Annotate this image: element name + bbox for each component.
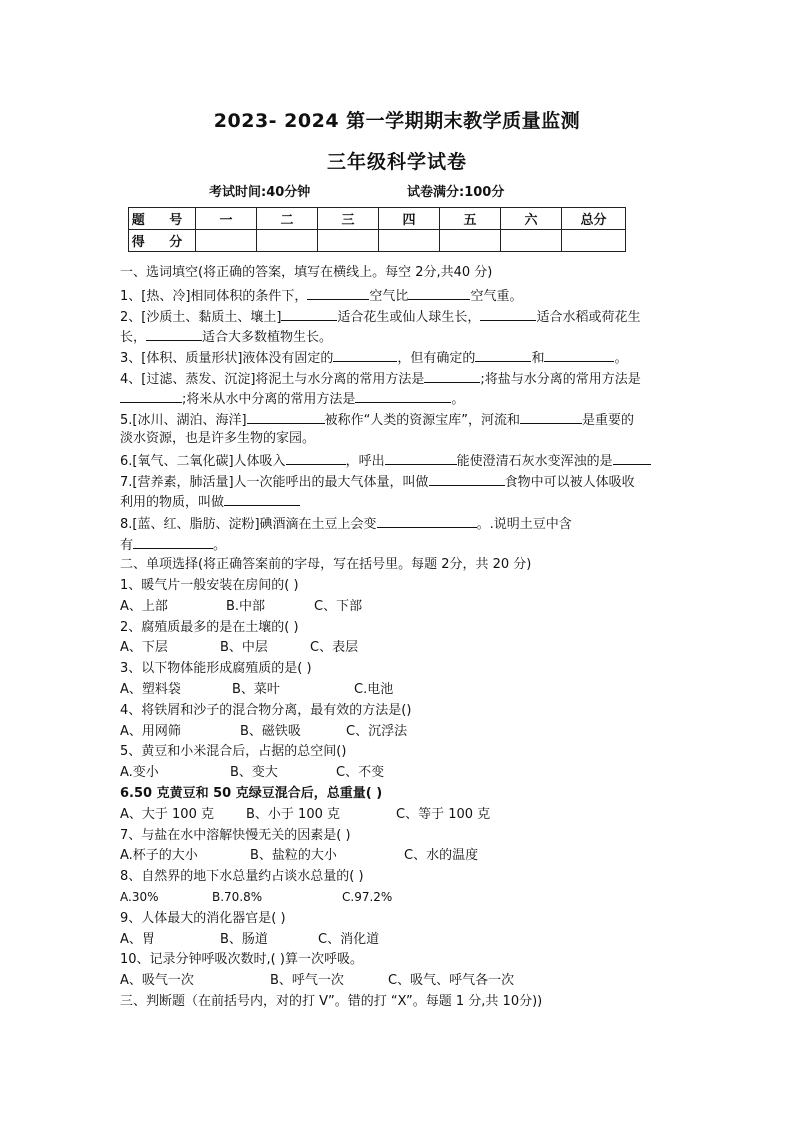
mc-option-b[interactable]: B、呼气一次 [270,973,344,988]
score-table-header-row [129,208,626,230]
mc-option-c[interactable]: C、沉浮法 [346,724,408,739]
mc-option-a[interactable]: A、塑料袋 [120,682,181,697]
q1-blank-2[interactable] [408,285,470,300]
score-cell-total[interactable] [562,230,626,252]
q2-blank-1[interactable] [281,306,337,321]
q8-text-d: 。 [213,538,227,553]
score-cell-2[interactable] [257,230,318,252]
score-header-total: 总分 [562,208,626,230]
mc-options [120,971,680,990]
q6-text-b: ，呼出 [345,454,385,469]
score-header-6: 六 [501,208,562,230]
mc-options [120,805,680,824]
exam-subtitle: 三年级科学试卷 [326,151,467,173]
mc-options [120,846,680,865]
mc-option-c[interactable]: C、吸气、呼气各一次 [388,973,515,988]
q8-line-2 [120,534,680,553]
q5-blank-1[interactable] [247,409,325,424]
mc-option-b[interactable]: B、小于 100 克 [246,807,340,822]
mc-options [120,597,680,616]
mc-option-c[interactable]: C、表层 [310,640,359,655]
q4-blank-3[interactable] [355,388,451,403]
q7-line-1 [120,471,680,490]
q7-blank-1[interactable] [429,471,505,486]
q3-blank-3[interactable] [544,347,614,362]
q2-text-a: 2、[沙质土、黏质土、壤土] [120,310,282,325]
q6-blank-3[interactable] [613,450,651,465]
q4-text-d: 。 [451,392,465,407]
section1-heading: 一、选词填空(将正确的答案，填写在横线上。每空 2分,共40 分) [120,265,493,280]
q2-blank-2[interactable] [480,306,536,321]
q4-blank-1[interactable] [424,368,480,383]
mc-option-c[interactable]: C、等于 100 克 [396,807,491,822]
q5-text-a: 5.[冰川、湖泊、海洋] [120,413,247,428]
q3-line [120,347,680,366]
q7-text-c: 利用的物质，叫做 [120,495,225,510]
mc-question: 6.50 克黄豆和 50 克绿豆混合后，总重量( ) [120,786,383,801]
q4-line-1 [120,368,680,387]
mc-option-b[interactable]: B、磁铁吸 [240,724,301,739]
mc-option-a[interactable]: A、大于 100 克 [120,807,214,822]
mc-option-c[interactable]: C、水的温度 [404,848,479,863]
mc-options [120,888,680,907]
score-cell-3[interactable] [318,230,379,252]
q3-text-d: 。 [614,351,628,366]
q2-line-1 [120,306,680,325]
score-header-4: 四 [379,208,440,230]
mc-question: 3、以下物体能形成腐殖质的是( ) [120,661,312,676]
section2-heading: 二、单项选择(将正确答案前的字母，写在括号里。每题 2分，共 20 分) [120,557,532,572]
q1-text-b: 空气比 [369,289,409,304]
q8-blank-2[interactable] [133,534,213,549]
score-header-5: 五 [440,208,501,230]
q7-text-a: 7.[营养素，肺活量]人一次能呼出的最大气体量，叫做 [120,475,429,490]
exam-title: 2023- 2024 第一学期期末教学质量监测 [213,110,581,132]
q4-blank-2[interactable] [120,388,182,403]
mc-option-b[interactable]: B、肠道 [220,932,268,947]
mc-question: 4、将铁屑和沙子的混合物分离，最有效的方法是() [120,703,412,718]
mc-option-a[interactable]: A、吸气一次 [120,973,194,988]
score-row-label: 得 分 [129,230,196,252]
mc-option-b[interactable]: B、盐粒的大小 [250,848,337,863]
mc-question: 7、与盐在水中溶解快慢无关的因素是( ) [120,828,351,843]
q5-text-c: 是重要的 [582,413,635,428]
q5-blank-2[interactable] [520,409,582,424]
mc-question: 1、暖气片一般安装在房间的( ) [120,578,299,593]
score-header-label: 题 号 [129,208,196,230]
mc-options [120,680,680,699]
score-cell-1[interactable] [196,230,257,252]
mc-option-c[interactable]: C.电池 [354,682,394,697]
score-header-2: 二 [257,208,318,230]
mc-option-b[interactable]: B、变大 [230,765,278,780]
score-cell-6[interactable] [501,230,562,252]
q2-line-2 [120,326,680,345]
mc-options [120,763,680,782]
mc-options [120,930,680,949]
q2-text-b: 适合花生或仙人球生长， [337,310,481,325]
mc-question: 9、人体最大的消化器官是( ) [120,911,286,926]
q6-blank-2[interactable] [385,450,457,465]
q7-text-b: 食物中可以被人体吸收 [504,475,635,490]
q6-text-a: 6.[氧气、二氧化碳]人体吸入 [120,454,286,469]
mc-option-a[interactable]: A、胃 [120,932,155,947]
q3-text-c: 和 [531,351,545,366]
mc-options [120,638,680,657]
full-score: 试卷满分:100分 [407,185,505,200]
q3-text-a: 3、[体积、质量形状]液体没有固定的 [120,351,334,366]
q3-blank-2[interactable] [475,347,531,362]
score-table [128,207,626,252]
q2-text-e: 适合大多数植物生长。 [202,330,333,345]
mc-question: 10、记录分钟呼吸次数时,( )算一次呼吸。 [120,952,363,967]
score-header-1: 一 [196,208,257,230]
mc-option-a[interactable]: A.杯子的大小 [120,848,198,863]
q2-text-d: 长， [120,330,147,345]
q4-text-a: 4、[过滤、蒸发、沉淀]将泥土与水分离的常用方法是 [120,372,425,387]
score-cell-5[interactable] [440,230,501,252]
q8-text-c: 有 [120,538,134,553]
q8-line-1 [120,513,680,532]
section3-heading: 三、判断题（在前括号内，对的打 V”。错的打 “X”。每题 1 分,共 10分)) [120,994,543,1009]
q4-text-c: ;将米从水中分离的常用方法是 [182,392,356,407]
q1-blank-1[interactable] [307,285,369,300]
q2-text-c: 适合水稻或荷花生 [536,310,641,325]
mc-option-c[interactable]: C、下部 [314,599,363,614]
q5-text-b: 被称作“人类的资源宝库”，河流和 [324,413,521,428]
q6-blank-1[interactable] [286,450,346,465]
q8-text-a: 8.[蓝、红、脂肪、淀粉]碘酒滴在土豆上会变 [120,517,377,532]
q3-text-b: ，但有确定的 [397,351,476,366]
mc-option-c[interactable]: C、不变 [336,765,385,780]
q5-line-1 [120,409,680,428]
q7-blank-2[interactable] [224,491,300,506]
mc-question: 8、自然界的地下水总量约占谈水总量的( ) [120,869,364,884]
mc-question: 5、黄豆和小米混合后，占据的总空间() [120,744,347,759]
mc-option-a[interactable]: A.变小 [120,765,159,780]
q7-line-2 [120,491,680,510]
mc-option-a[interactable]: A、用网筛 [120,724,181,739]
q4-text-b: ;将盐与水分离的常用方法是 [480,372,641,387]
mc-question: 2、腐殖质最多的是在土壤的( ) [120,620,299,635]
score-cell-4[interactable] [379,230,440,252]
q6-text-c: 能使澄清石灰水变浑浊的是 [456,454,613,469]
q6-line [120,450,680,469]
score-header-3: 三 [318,208,379,230]
mc-option-a[interactable]: A、上部 [120,599,168,614]
q8-blank-1[interactable] [377,513,477,528]
q5-line-2: 淡水资源，也是许多生物的家园。 [120,431,316,446]
q1-text-a: 1、[热、冷]相同体积的条件下， [120,289,308,304]
mc-option-b[interactable]: B、中层 [220,640,268,655]
mc-option-b[interactable]: B.70.8% [212,890,263,904]
q3-blank-1[interactable] [333,347,397,362]
mc-option-b[interactable]: B、菜叶 [232,682,280,697]
score-table-score-row [129,230,626,252]
mc-option-c[interactable]: C.97.2% [342,890,393,904]
q1-text-c: 空气重。 [470,289,523,304]
mc-option-b[interactable]: B.中部 [226,599,266,614]
q1-line [120,285,680,304]
mc-options [120,722,680,741]
q2-blank-3[interactable] [146,326,202,341]
mc-option-a[interactable]: A、下层 [120,640,168,655]
mc-option-a[interactable]: A.30% [120,890,159,904]
q4-line-2 [120,388,680,407]
exam-time: 考试时间:40分钟 [209,185,311,200]
q8-text-b: 。.说明土豆中含 [476,517,572,532]
mc-option-c[interactable]: C、消化道 [318,932,380,947]
